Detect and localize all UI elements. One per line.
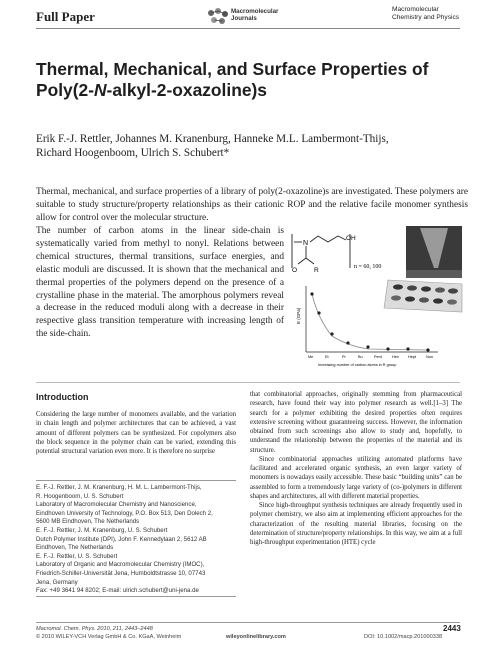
affiliation-line: Dutch Polymer Institute (DPI), John F. Kennedylaan 2, 5612 AB — [36, 535, 207, 543]
affiliation-box — [36, 480, 236, 597]
journal-line1: Macromolecular — [392, 6, 439, 13]
chemical-structure — [292, 234, 350, 268]
tick-label: Et — [325, 355, 329, 359]
logo-icon — [205, 6, 231, 28]
o-atom: O — [292, 267, 298, 274]
title-part: -alkyl-2-oxazoline)s — [106, 80, 267, 100]
tick-label: Pr — [342, 355, 346, 359]
header-rule — [36, 28, 460, 29]
affiliation-line: Eindhoven, The Netherlands — [36, 544, 114, 552]
author-list — [36, 132, 466, 160]
oh-label: OH — [346, 235, 356, 242]
footer-rule — [36, 622, 460, 623]
page-number: 2443 — [443, 624, 461, 633]
paragraph: Since high-throughput synthesis techniques are already frequently used in polymer chemistry, we also aim at implementing efficient approaches for the characterization of the resulting material libraries, focusing on the determination of structure/property relationships. In this way, we aim at a full high-throughput experimentation (HTE) cycle — [250, 502, 462, 546]
graphical-abstract — [288, 224, 466, 374]
logo-line1: Macromolecular — [231, 8, 279, 15]
paragraph: Since combinatorial approaches utilizing automated platforms have facilitated and accelerated organic synthesis, an even larger variety of monomers is nowadays easily accessible. These basic “building units” can be assembled to form a tremendously large variety of (co-)polymers in different shapes and architectures, all with different material properties. — [250, 455, 462, 500]
footer-website[interactable]: wileyonlinelibrary.com — [226, 634, 286, 640]
title-part: Poly(2- — [36, 80, 94, 100]
r-label: R — [314, 267, 319, 274]
title-line2 — [36, 80, 466, 101]
tick-label: Hex — [392, 355, 399, 359]
affiliation-line: 5600 MB Eindhoven, The Netherlands — [36, 518, 140, 526]
journal-logo — [205, 6, 297, 28]
plot-x-label: Increasing number of carbon atoms in R group — [318, 363, 397, 367]
abstract-divider — [36, 382, 460, 383]
title-italic: N — [93, 80, 107, 100]
tick-label: Bu — [358, 355, 363, 359]
journal-line2: Chemistry and Physics — [392, 14, 460, 21]
intro-paragraph: Considering the large number of monomers available, and the variation in chain length and polymer architectures that can be achieved, a vast amount of different polymers can be synthesized. For copolymers also the block sequence in the polymer chain can be varied, extending this potential structural variation even more. It is therefore no surprise — [36, 411, 236, 455]
plot-y-label: E (GPa) — [296, 307, 301, 324]
right-column — [250, 390, 462, 547]
section-heading-introduction: Introduction — [36, 392, 89, 402]
tick-label: Non — [426, 355, 433, 359]
tick-label: Hept — [408, 355, 417, 359]
afm-surface — [406, 270, 462, 278]
affiliation-line: Eindhoven University of Technology, P.O. Box 513, Den Dolech 2, — [36, 509, 213, 517]
section-label: Full Paper — [36, 9, 95, 24]
affiliation-line: Fax: +49 3641 94 8202; E-mail: ulrich.schubert@uni-jena.de — [36, 587, 199, 595]
tick-label: Pent — [374, 355, 382, 359]
authors-line2: Richard Hoogenboom, Ulrich S. Schubert* — [36, 147, 230, 159]
logo-line2: Journals — [231, 15, 257, 22]
abstract-top: Thermal, mechanical, and surface properties of a library of poly(2-oxazoline)s are investigated. These polymers are suitable to study structure/property relationships as their cationic ROP and the relative facile monomer synthesis allow for control over the molecular structure. — [36, 187, 468, 223]
n-atom: N — [303, 240, 309, 247]
title-line1: Thermal, Mechanical, and Surface Properties of — [36, 59, 429, 79]
authors-line1: Erik F.-J. Rettler, Johannes M. Kranenburg, Hanneke M.L. Lambermont-Thijs, — [36, 133, 389, 145]
graphical-abstract-figure — [288, 224, 466, 374]
affiliation-line: Laboratory of Organic and Macromolecular Chemistry (IMOC), — [36, 561, 205, 569]
affiliation-line: E. F.-J. Rettler, J. M. Kranenburg, H. M. L. Lambermont-Thijs, — [36, 484, 202, 491]
citation-line: Macromol. Chem. Phys. 2010, 211, 2443–2448 — [36, 626, 153, 632]
paragraph: that combinatorial approaches, originally stemming from pharmaceutical research, have found their way into polymer research as well.[1–3] The search for a polymer exhibiting the desired properties often requires extensive screening without guaranteeing success. However, the information obtained from such screenings also allow to study and, hopefully, to understand the relationship between the properties of the material and its structure. — [250, 391, 462, 454]
tick-label: Me — [308, 355, 314, 359]
footer-citation — [36, 626, 181, 641]
affiliation-line: R. Hoogenboom, U. S. Schubert — [36, 492, 124, 500]
affiliation-line: Laboratory of Macromolecular Chemistry and Nanoscience, — [36, 501, 197, 509]
n-value-label: n = 60, 100 — [354, 264, 382, 270]
footer-doi: DOI: 10.1002/macp.201000338 — [364, 634, 443, 640]
abstract-wrapped: The number of carbon atoms in the linear side-chain is systematically varied from methyl to nonyl. Relations between chemical structures, thermal transitions, surface energies, and elastic moduli are discussed. It is shown that the mechanical and thermal properties of the polymers depend on the presence of a crystalline phase in the material. The amorphous polymers reveal a decrease in the reduced moduli along with a decrease in their respective glass transition temperature with increasing length of the side-chain. — [36, 226, 284, 340]
affiliation-line: E. F.-J. Rettler, U. S. Schubert — [36, 552, 118, 560]
journal-name — [392, 6, 459, 22]
copyright-line: © 2010 WILEY-VCH Verlag GmbH & Co. KGaA, Weinheim — [36, 633, 182, 640]
affiliation-line: Friedrich-Schiller-Universität Jena, Humboldtstrasse 10, 07743 — [36, 569, 206, 577]
article-title — [36, 59, 466, 101]
affiliation-line: Jena, Germany — [36, 578, 78, 586]
sample-plate — [384, 280, 462, 312]
affiliation-line: E. F.-J. Rettler, J. M. Kranenburg, U. S. Schubert — [36, 526, 168, 534]
